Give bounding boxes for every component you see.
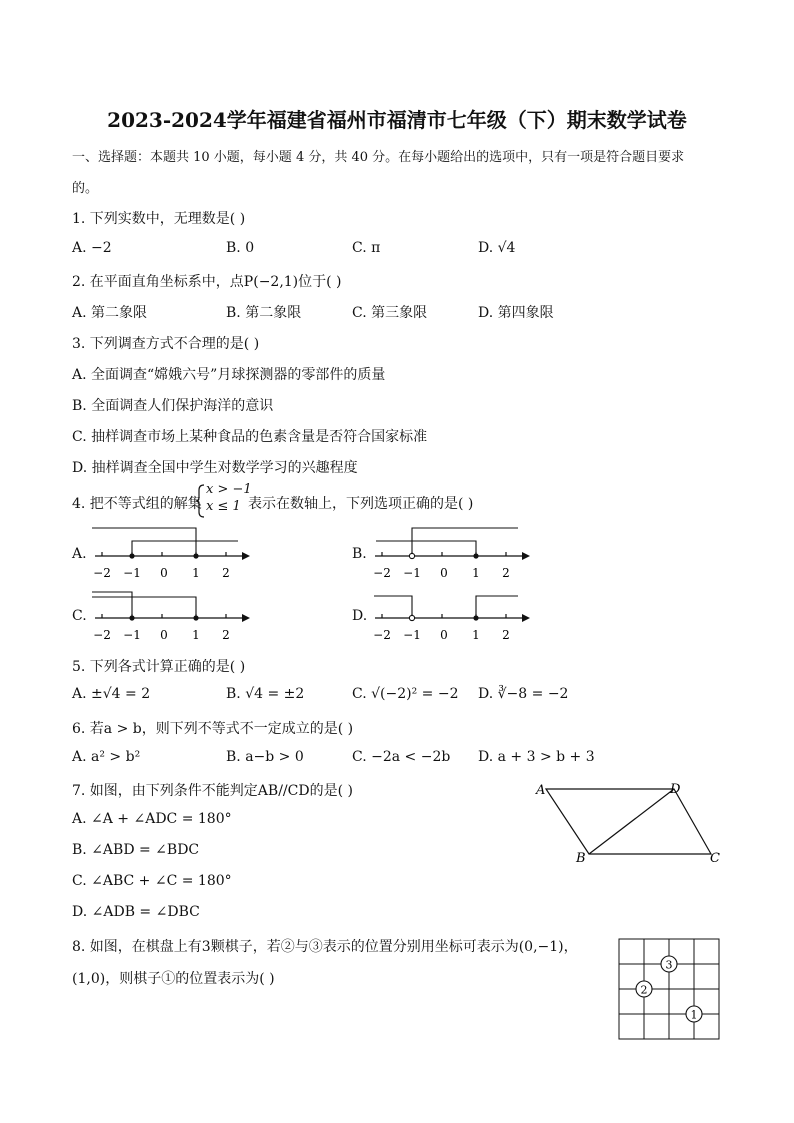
question-2-option-b: B. 第二象限: [226, 305, 302, 321]
parallelogram-figure: [530, 778, 730, 870]
tick-label: 1: [192, 566, 200, 580]
question-7-stem: 7. 如图，由下列条件不能判定AB//CD的是( ): [72, 783, 353, 799]
number-line-b: [372, 524, 534, 584]
question-2-stem: 2. 在平面直角坐标系中，点P(−2,1)位于( ): [72, 274, 342, 290]
question-7-option-d: D. ∠ADB = ∠DBC: [72, 904, 200, 920]
tick-label: −2: [93, 628, 111, 642]
tick-label: 2: [222, 566, 230, 580]
question-8-line1: 8. 如图，在棋盘上有3颗棋子，若②与③表示的位置分别用坐标可表示为(0,−1)，: [72, 939, 578, 955]
tick-label: −1: [123, 566, 141, 580]
question-5-option-a: A. ±√4 = 2: [72, 686, 151, 702]
vertex-label-b: B: [576, 851, 586, 866]
tick-label: −1: [403, 628, 421, 642]
question-3-stem: 3. 下列调查方式不合理的是( ): [72, 336, 260, 352]
section-heading-line2: 的。: [72, 181, 99, 196]
tick-label: 1: [192, 628, 200, 642]
question-2-option-d: D. 第四象限: [478, 305, 554, 321]
svg-text:2: 2: [640, 983, 648, 997]
tick-label: 0: [440, 628, 448, 642]
question-1-option-a: A. −2: [72, 240, 112, 256]
question-6-option-d: D. a + 3 > b + 3: [478, 749, 595, 765]
question-5-stem: 5. 下列各式计算正确的是( ): [72, 659, 246, 675]
question-5-option-c: C. √(−2)² = −2: [352, 686, 459, 702]
svg-text:3: 3: [665, 958, 673, 972]
question-6-option-b: B. a−b > 0: [226, 749, 304, 765]
question-7-option-c: C. ∠ABC + ∠C = 180°: [72, 873, 232, 889]
question-6-option-c: C. −2a < −2b: [352, 749, 451, 765]
vertex-label-d: D: [670, 782, 681, 797]
tick-label: −1: [403, 566, 421, 580]
question-4-option-c-label: C.: [72, 608, 87, 624]
system-bottom: x ≤ 1: [206, 499, 241, 514]
question-4-option-a-label: A.: [72, 546, 87, 562]
tick-label: 0: [440, 566, 448, 580]
chess-piece-3: [661, 956, 677, 972]
question-2-option-c: C. 第三象限: [352, 305, 428, 321]
number-line-a: [92, 524, 254, 584]
tick-label: 2: [502, 628, 510, 642]
tick-label: −1: [123, 628, 141, 642]
chessboard-figure: [618, 938, 722, 1042]
question-5-option-d: D. ∛−8 = −2: [478, 686, 569, 702]
question-2-option-a: A. 第二象限: [72, 305, 148, 321]
tick-label: 0: [160, 566, 168, 580]
question-7-option-b: B. ∠ABD = ∠BDC: [72, 842, 200, 858]
question-4-stem-after: 表示在数轴上，下列选项正确的是( ): [248, 496, 474, 512]
svg-text:1: 1: [690, 1008, 698, 1022]
chess-piece-2: [636, 981, 652, 997]
question-7-option-a: A. ∠A + ∠ADC = 180°: [72, 811, 232, 827]
question-3-option-b: B. 全面调查人们保护海洋的意识: [72, 398, 274, 414]
tick-label: −2: [373, 628, 391, 642]
page-title: 2023-2024学年福建省福州市福清市七年级（下）期末数学试卷: [107, 108, 687, 132]
tick-label: 1: [472, 628, 480, 642]
chess-piece-1: [686, 1006, 702, 1022]
question-4-stem-before: 4. 把不等式组的解集: [72, 496, 202, 512]
question-5-option-b: B. √4 = ±2: [226, 686, 305, 702]
question-1-stem: 1. 下列实数中，无理数是( ): [72, 211, 246, 227]
tick-label: −2: [93, 566, 111, 580]
tick-label: 2: [502, 566, 510, 580]
question-3-option-d: D. 抽样调查全国中学生对数学学习的兴趣程度: [72, 460, 358, 476]
question-1-option-d: D. √4: [478, 240, 516, 256]
question-6-option-a: A. a² > b²: [72, 749, 141, 765]
question-8-line2: (1,0)，则棋子①的位置表示为( ): [72, 971, 275, 987]
question-3-option-c: C. 抽样调查市场上某种食品的色素含量是否符合国家标准: [72, 429, 428, 445]
tick-label: 1: [472, 566, 480, 580]
tick-label: −2: [373, 566, 391, 580]
vertex-label-a: A: [536, 783, 546, 798]
tick-label: 2: [222, 628, 230, 642]
tick-label: 0: [160, 628, 168, 642]
question-1-option-b: B. 0: [226, 240, 255, 256]
section-heading-line1: 一、选择题：本题共 10 小题，每小题 4 分，共 40 分。在每小题给出的选项中，只有一项是符合题目要求: [72, 150, 685, 165]
question-4-option-b-label: B.: [352, 546, 367, 562]
system-brace: [196, 484, 206, 518]
question-1-option-c: C. π: [352, 240, 381, 256]
question-4-option-d-label: D.: [352, 608, 368, 624]
question-3-option-a: A. 全面调查“嫦娥六号”月球探测器的零部件的质量: [72, 367, 386, 383]
number-line-c: [92, 586, 254, 646]
vertex-label-c: C: [710, 851, 720, 866]
number-line-d: [372, 586, 534, 646]
question-6-stem: 6. 若a > b，则下列不等式不一定成立的是( ): [72, 721, 354, 737]
system-top: x > −1: [206, 482, 252, 497]
